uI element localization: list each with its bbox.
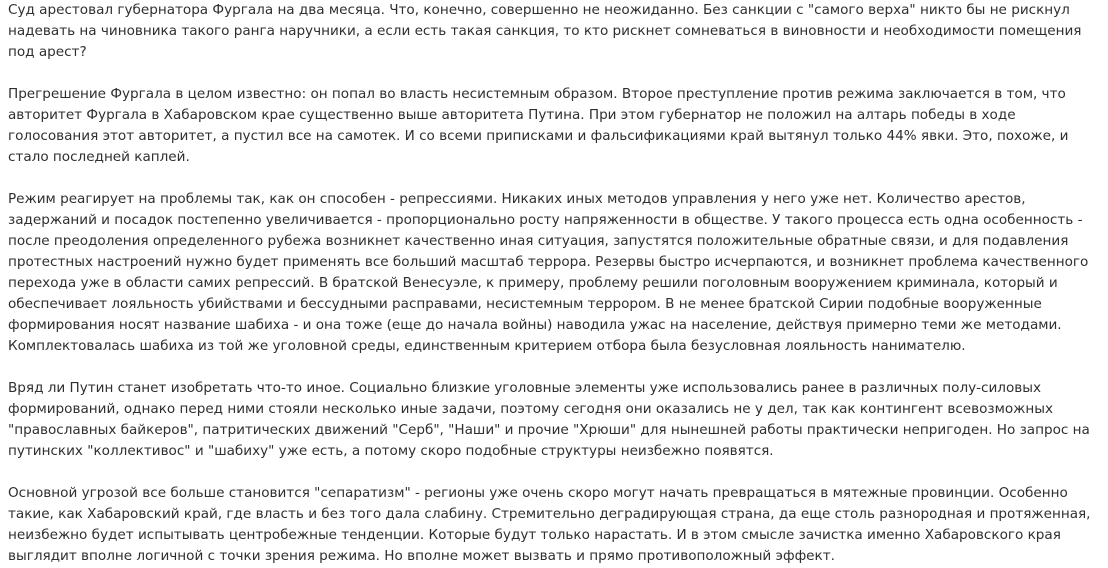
- article-paragraph-3: Режим реагирует на проблемы так, как он способен - репрессиями. Никаких иных методов управления у него уже нет. Количество арестов, задержаний и посадок постепенно увеличивается - пропорционально росту напряженности в обществе. У такого процесса есть одна особенность - после преодоления определенного рубежа возникнет качественно иная ситуация, запустятся положительные обратные связи, и для подавления протестных настроений нужно будет применять все больший масштаб террора. Резервы быстро исчерпаются, и возникнет проблема качественного перехода уже в области самих репрессий. В братской Венесуэле, к примеру, проблему решили поголовным вооружением криминала, который и обеспечивает лояльность убийствами и бессудными расправами, несистемным террором. В не менее братской Сирии подобные вооруженные формирования носят название шабиха - и она тоже (еще до начала войны) наводила ужас на население, действуя примерно теми же методами. Комплектовалась шабиха из той же уголовной среды, единственным критерием отбора была безусловная лояльность нанимателю.: [8, 191, 1089, 354]
- article-paragraph-5: Основной угрозой все больше становится "сепаратизм" - регионы уже очень скоро могут начать превращаться в мятежные провинции. Особенно такие, как Хабаровский край, где власть и без того дала слабину. Стремительно деградирующая страна, да еще столь разнородная и протяженная, неизбежно будет испытывать центробежные тенденции. Которые будут только нарастать. И в этом смысле зачистка именно Хабаровского края выглядит вполне логичной с точки зрения режима. Но вполне может вызвать и прямо противоположный эффект.: [8, 485, 1091, 564]
- article-paragraph-1: Суд арестовал губернатора Фургала на два месяца. Что, конечно, совершенно не неожиданно. Без санкции с "самого верха" никто бы не рискнул надевать на чиновника такого ранга наручники, а если есть такая санкция, то кто рискнет сомневаться в виновности и необходимости помещения под арест?: [8, 2, 1082, 60]
- article-paragraph-2: Прегрешение Фургала в целом известно: он попал во власть несистемным образом. Второе преступление против режима заключается в том, что авторитет Фургала в Хабаровском крае существенно выше авторитета Путина. При этом губернатор не положил на алтарь победы в ходе голосования этот авторитет, а пустил все на самотек. И со всеми приписками и фальсификациями край вытянул только 44% явки. Это, похоже, и стало последней каплей.: [8, 86, 1069, 165]
- article-paragraph-4: Вряд ли Путин станет изобретать что-то иное. Социально близкие уголовные элементы уже использовались ранее в различных полу-силовых формирований, однако перед ними стояли несколько иные задачи, поэтому сегодня они оказались не у дел, так как контингент всевозможных "православных байкеров", патритических движений "Серб", "Наши" и прочие "Хрюши" для нынешней работы практически непригоден. Но запрос на путинских "коллективос" и "шабиху" уже есть, а потому скоро подобные структуры неизбежно появятся.: [8, 380, 1090, 459]
